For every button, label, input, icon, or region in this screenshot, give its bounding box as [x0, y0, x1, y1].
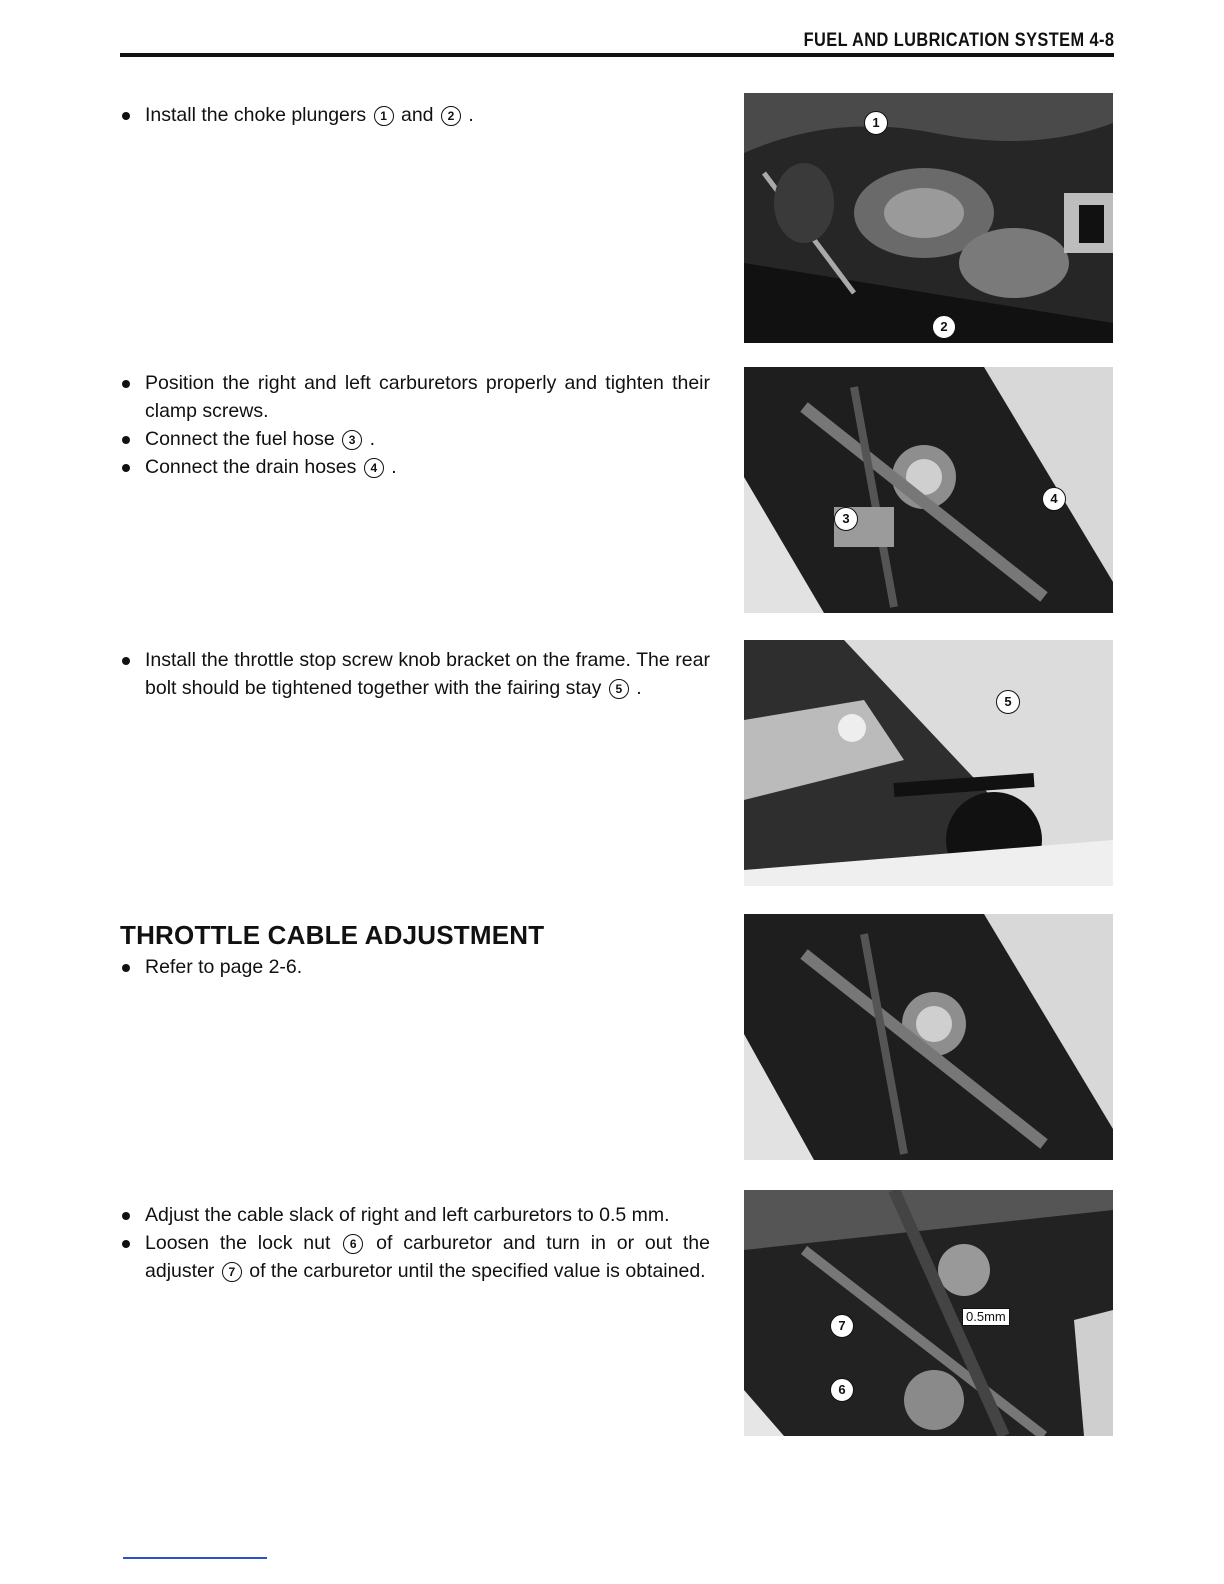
callout-number: 4 — [364, 458, 384, 478]
callout-number: 6 — [343, 1234, 363, 1254]
bullet-list — [120, 369, 710, 481]
bullet-list — [120, 953, 710, 981]
bullet-list — [120, 1201, 710, 1285]
photo-throttle-bracket — [744, 640, 1113, 886]
list-item: Refer to page 2-6. — [120, 953, 710, 981]
photo-image — [744, 1190, 1113, 1436]
bullet-list — [120, 101, 710, 129]
callout-number: 1 — [374, 106, 394, 126]
header-rule — [120, 53, 1114, 57]
photo-throttle-cable — [744, 914, 1113, 1160]
photo-cable-adjuster — [744, 1190, 1113, 1436]
section-choke-plungers — [120, 101, 710, 129]
photo-choke-plungers — [744, 93, 1113, 343]
section-throttle-bracket — [120, 646, 710, 702]
page-header-title: FUEL AND LUBRICATION SYSTEM 4-8 — [803, 30, 1114, 51]
photo-carburetors — [744, 367, 1113, 613]
list-item: Install the throttle stop screw knob bracket on the frame. The rear bolt should be tightened together with the fairing stay 5 . — [120, 646, 710, 702]
footer-link-underline — [123, 1557, 267, 1559]
section-carburetor-position — [120, 369, 710, 481]
list-item: Loosen the lock nut 6 of carburetor and turn in or out the adjuster 7 of the carburetor until the specified value is obtained. — [120, 1229, 710, 1285]
callout-number: 2 — [441, 106, 461, 126]
callout-number: 3 — [342, 430, 362, 450]
callout-number: 7 — [222, 1262, 242, 1282]
photo-image — [744, 640, 1113, 886]
gap-label: 0.5mm — [962, 1308, 1010, 1326]
photo-image — [744, 93, 1113, 343]
list-item: Connect the fuel hose 3 . — [120, 425, 710, 453]
list-item: Connect the drain hoses 4 . — [120, 453, 710, 481]
section-heading: THROTTLE CABLE ADJUSTMENT — [120, 920, 545, 950]
list-item: Position the right and left carburetors properly and tighten their clamp screws. — [120, 369, 710, 425]
list-item: Install the choke plungers 1 and 2 . — [120, 101, 710, 129]
callout-1: 1 — [864, 111, 888, 135]
callout-5: 5 — [996, 690, 1020, 714]
callout-3: 3 — [834, 507, 858, 531]
callout-4: 4 — [1042, 487, 1066, 511]
section-throttle-cable — [120, 920, 710, 981]
callout-7: 7 — [830, 1314, 854, 1338]
list-item: Adjust the cable slack of right and left carburetors to 0.5 mm. — [120, 1201, 710, 1229]
callout-6: 6 — [830, 1378, 854, 1402]
callout-number: 5 — [609, 679, 629, 699]
photo-image — [744, 914, 1113, 1160]
callout-2: 2 — [932, 315, 956, 339]
section-cable-slack — [120, 1201, 710, 1285]
bullet-list — [120, 646, 710, 702]
